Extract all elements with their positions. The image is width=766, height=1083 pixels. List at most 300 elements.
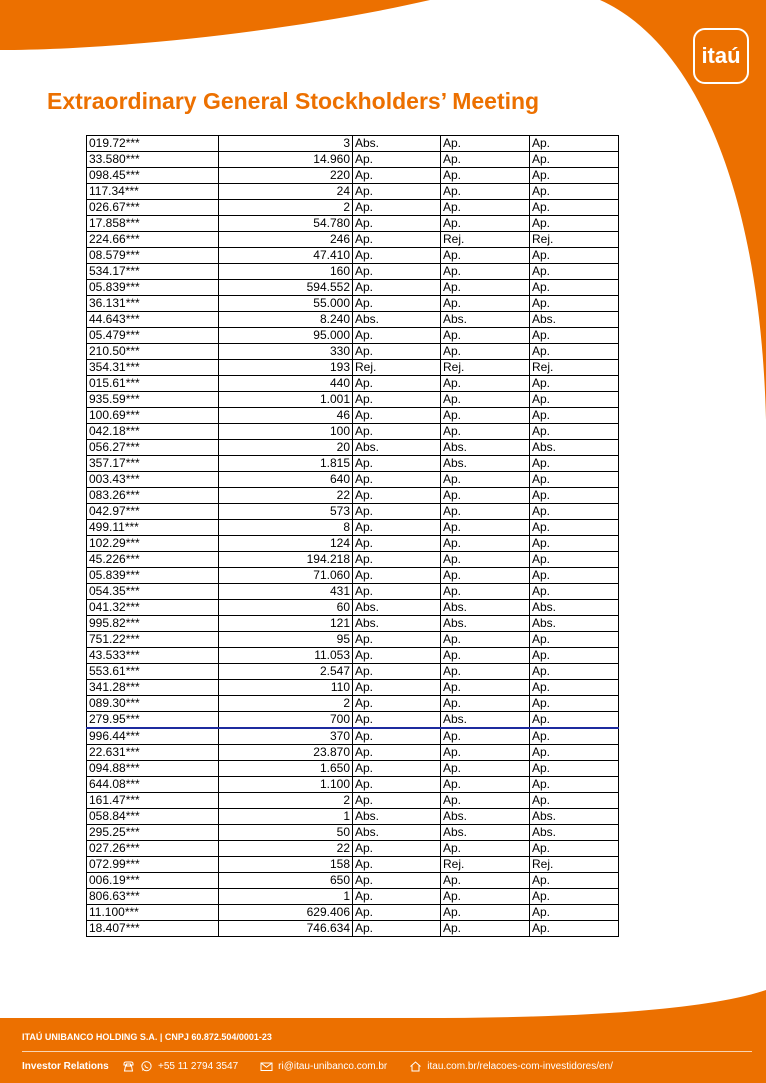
cell-id: 17.858*** [87, 216, 219, 232]
table-row [87, 696, 619, 712]
cell-shares: 158 [219, 857, 353, 873]
cell-shares: 95.000 [219, 328, 353, 344]
cell-vote-2: Ap. [441, 777, 530, 793]
table-row [87, 921, 619, 937]
cell-vote-1: Ap. [353, 696, 441, 712]
footer-phone[interactable] [122, 1060, 238, 1073]
cell-vote-2: Ap. [441, 344, 530, 360]
cell-shares: 23.870 [219, 745, 353, 761]
cell-id: 553.61*** [87, 664, 219, 680]
cell-id: 224.66*** [87, 232, 219, 248]
cell-shares: 3 [219, 136, 353, 152]
cell-vote-3: Ap. [530, 728, 619, 745]
cell-vote-2: Ap. [441, 632, 530, 648]
cell-id: 279.95*** [87, 712, 219, 729]
cell-id: 100.69*** [87, 408, 219, 424]
cell-vote-3: Ap. [530, 889, 619, 905]
table-row [87, 312, 619, 328]
cell-vote-3: Ap. [530, 536, 619, 552]
cell-shares: 47.410 [219, 248, 353, 264]
cell-vote-1: Ap. [353, 248, 441, 264]
cell-vote-2: Ap. [441, 536, 530, 552]
cell-vote-2: Ap. [441, 376, 530, 392]
cell-vote-2: Ap. [441, 168, 530, 184]
cell-id: 083.26*** [87, 488, 219, 504]
cell-vote-2: Ap. [441, 248, 530, 264]
cell-id: 042.18*** [87, 424, 219, 440]
cell-vote-3: Ap. [530, 488, 619, 504]
cell-vote-3: Rej. [530, 232, 619, 248]
cell-id: 003.43*** [87, 472, 219, 488]
table-row [87, 136, 619, 152]
cell-vote-3: Ap. [530, 376, 619, 392]
cell-vote-2: Ap. [441, 200, 530, 216]
cell-id: 751.22*** [87, 632, 219, 648]
cell-vote-1: Ap. [353, 632, 441, 648]
cell-shares: 160 [219, 264, 353, 280]
table-row [87, 616, 619, 632]
cell-id: 058.84*** [87, 809, 219, 825]
cell-vote-2: Ap. [441, 280, 530, 296]
cell-vote-1: Ap. [353, 344, 441, 360]
cell-vote-2: Abs. [441, 616, 530, 632]
cell-vote-3: Ap. [530, 264, 619, 280]
table-row [87, 825, 619, 841]
cell-id: 36.131*** [87, 296, 219, 312]
cell-vote-3: Abs. [530, 600, 619, 616]
table-row [87, 344, 619, 360]
cell-vote-1: Ap. [353, 841, 441, 857]
cell-vote-1: Abs. [353, 440, 441, 456]
cell-id: 098.45*** [87, 168, 219, 184]
cell-id: 295.25*** [87, 825, 219, 841]
cell-vote-3: Ap. [530, 408, 619, 424]
cell-vote-3: Ap. [530, 168, 619, 184]
cell-shares: 246 [219, 232, 353, 248]
cell-vote-2: Abs. [441, 825, 530, 841]
cell-id: 015.61*** [87, 376, 219, 392]
footer-website[interactable] [409, 1060, 613, 1073]
cell-vote-2: Rej. [441, 232, 530, 248]
cell-shares: 1 [219, 889, 353, 905]
table-row [87, 520, 619, 536]
footer-divider [22, 1051, 752, 1052]
cell-id: 117.34*** [87, 184, 219, 200]
table-row [87, 488, 619, 504]
cell-vote-3: Ap. [530, 921, 619, 937]
cell-vote-1: Ap. [353, 680, 441, 696]
cell-vote-1: Ap. [353, 745, 441, 761]
cell-vote-2: Ap. [441, 392, 530, 408]
cell-vote-3: Ap. [530, 552, 619, 568]
cell-vote-2: Ap. [441, 520, 530, 536]
cell-id: 210.50*** [87, 344, 219, 360]
table-row [87, 216, 619, 232]
cell-vote-3: Ap. [530, 200, 619, 216]
cell-vote-2: Abs. [441, 809, 530, 825]
table-row [87, 472, 619, 488]
cell-shares: 60 [219, 600, 353, 616]
cell-id: 45.226*** [87, 552, 219, 568]
cell-vote-1: Ap. [353, 280, 441, 296]
cell-vote-2: Abs. [441, 600, 530, 616]
cell-id: 056.27*** [87, 440, 219, 456]
cell-vote-1: Ap. [353, 328, 441, 344]
table-row [87, 857, 619, 873]
mail-icon [260, 1060, 273, 1073]
table-row [87, 232, 619, 248]
cell-vote-1: Ap. [353, 552, 441, 568]
cell-id: 33.580*** [87, 152, 219, 168]
cell-vote-2: Ap. [441, 216, 530, 232]
table-row [87, 632, 619, 648]
cell-shares: 1.650 [219, 761, 353, 777]
cell-id: 102.29*** [87, 536, 219, 552]
cell-vote-2: Ap. [441, 472, 530, 488]
cell-vote-2: Ap. [441, 424, 530, 440]
cell-vote-1: Ap. [353, 472, 441, 488]
cell-shares: 440 [219, 376, 353, 392]
cell-vote-2: Ap. [441, 152, 530, 168]
cell-vote-3: Ap. [530, 280, 619, 296]
cell-vote-2: Ap. [441, 488, 530, 504]
cell-vote-1: Abs. [353, 825, 441, 841]
cell-vote-3: Ap. [530, 680, 619, 696]
table-row [87, 648, 619, 664]
footer-email-text: ri@itau-unibanco.com.br [278, 1060, 388, 1072]
cell-shares: 100 [219, 424, 353, 440]
cell-vote-1: Ap. [353, 504, 441, 520]
cell-vote-3: Abs. [530, 616, 619, 632]
cell-id: 11.100*** [87, 905, 219, 921]
cell-id: 072.99*** [87, 857, 219, 873]
cell-vote-3: Ap. [530, 584, 619, 600]
cell-id: 534.17*** [87, 264, 219, 280]
cell-vote-1: Abs. [353, 616, 441, 632]
table-row [87, 552, 619, 568]
cell-vote-1: Ap. [353, 520, 441, 536]
cell-id: 026.67*** [87, 200, 219, 216]
cell-id: 05.479*** [87, 328, 219, 344]
cell-vote-2: Abs. [441, 312, 530, 328]
cell-shares: 14.960 [219, 152, 353, 168]
cell-vote-2: Ap. [441, 552, 530, 568]
cell-id: 18.407*** [87, 921, 219, 937]
cell-vote-2: Ap. [441, 264, 530, 280]
cell-id: 006.19*** [87, 873, 219, 889]
cell-shares: 22 [219, 841, 353, 857]
table-row [87, 168, 619, 184]
cell-vote-1: Ap. [353, 728, 441, 745]
cell-id: 089.30*** [87, 696, 219, 712]
votes-table-body [87, 136, 619, 937]
cell-vote-3: Ap. [530, 696, 619, 712]
table-row [87, 841, 619, 857]
cell-vote-2: Rej. [441, 360, 530, 376]
cell-shares: 46 [219, 408, 353, 424]
table-row [87, 664, 619, 680]
cell-vote-1: Ap. [353, 216, 441, 232]
footer-phone-text: +55 11 2794 3547 [158, 1060, 239, 1072]
cell-vote-3: Ap. [530, 761, 619, 777]
cell-vote-1: Ap. [353, 793, 441, 809]
cell-vote-3: Ap. [530, 136, 619, 152]
cell-vote-1: Ap. [353, 536, 441, 552]
cell-vote-2: Ap. [441, 328, 530, 344]
cell-id: 05.839*** [87, 568, 219, 584]
cell-shares: 193 [219, 360, 353, 376]
table-row [87, 680, 619, 696]
cell-vote-1: Ap. [353, 488, 441, 504]
cell-shares: 573 [219, 504, 353, 520]
cell-vote-1: Ap. [353, 921, 441, 937]
cell-vote-1: Abs. [353, 136, 441, 152]
cell-vote-1: Ap. [353, 392, 441, 408]
cell-vote-3: Ap. [530, 905, 619, 921]
cell-shares: 220 [219, 168, 353, 184]
cell-vote-1: Ap. [353, 584, 441, 600]
cell-vote-1: Ap. [353, 456, 441, 472]
cell-shares: 1.100 [219, 777, 353, 793]
table-row [87, 360, 619, 376]
table-row [87, 456, 619, 472]
cell-shares: 2 [219, 200, 353, 216]
cell-shares: 11.053 [219, 648, 353, 664]
table-row [87, 600, 619, 616]
cell-id: 995.82*** [87, 616, 219, 632]
cell-shares: 2.547 [219, 664, 353, 680]
table-row [87, 793, 619, 809]
cell-shares: 121 [219, 616, 353, 632]
cell-vote-3: Ap. [530, 504, 619, 520]
table-row [87, 248, 619, 264]
cell-vote-3: Ap. [530, 520, 619, 536]
cell-shares: 431 [219, 584, 353, 600]
table-row [87, 184, 619, 200]
cell-shares: 95 [219, 632, 353, 648]
cell-vote-1: Ap. [353, 648, 441, 664]
table-row [87, 905, 619, 921]
footer-bar [22, 1058, 752, 1074]
cell-id: 806.63*** [87, 889, 219, 905]
cell-vote-2: Rej. [441, 857, 530, 873]
cell-vote-1: Ap. [353, 905, 441, 921]
cell-vote-1: Ap. [353, 873, 441, 889]
table-row [87, 873, 619, 889]
cell-vote-3: Ap. [530, 184, 619, 200]
cell-vote-3: Ap. [530, 344, 619, 360]
cell-id: 027.26*** [87, 841, 219, 857]
cell-shares: 2 [219, 793, 353, 809]
cell-vote-2: Ap. [441, 905, 530, 921]
home-icon [409, 1060, 422, 1073]
cell-vote-3: Ap. [530, 841, 619, 857]
cell-vote-3: Rej. [530, 857, 619, 873]
cell-vote-1: Ap. [353, 568, 441, 584]
cell-shares: 1.815 [219, 456, 353, 472]
table-row [87, 392, 619, 408]
cell-vote-2: Ap. [441, 873, 530, 889]
cell-shares: 110 [219, 680, 353, 696]
table-row [87, 280, 619, 296]
page-title: Extraordinary General Stockholders’ Meeting [47, 88, 540, 114]
cell-shares: 330 [219, 344, 353, 360]
cell-vote-3: Ap. [530, 712, 619, 729]
cell-vote-1: Ap. [353, 152, 441, 168]
cell-shares: 650 [219, 873, 353, 889]
cell-vote-2: Ap. [441, 745, 530, 761]
cell-id: 22.631*** [87, 745, 219, 761]
cell-vote-1: Abs. [353, 809, 441, 825]
cell-shares: 700 [219, 712, 353, 729]
cell-id: 935.59*** [87, 392, 219, 408]
itau-logo: itaú [693, 28, 749, 84]
cell-vote-1: Abs. [353, 312, 441, 328]
phone-icon [122, 1060, 135, 1073]
cell-vote-3: Ap. [530, 632, 619, 648]
cell-vote-3: Ap. [530, 648, 619, 664]
cell-id: 05.839*** [87, 280, 219, 296]
cell-vote-2: Ap. [441, 664, 530, 680]
cell-vote-3: Ap. [530, 328, 619, 344]
table-row [87, 376, 619, 392]
cell-vote-2: Ap. [441, 793, 530, 809]
cell-shares: 8.240 [219, 312, 353, 328]
footer-email[interactable] [260, 1060, 387, 1073]
cell-id: 019.72*** [87, 136, 219, 152]
cell-shares: 640 [219, 472, 353, 488]
table-row [87, 200, 619, 216]
cell-vote-3: Abs. [530, 809, 619, 825]
cell-vote-2: Abs. [441, 456, 530, 472]
cell-vote-3: Ap. [530, 873, 619, 889]
cell-vote-1: Ap. [353, 184, 441, 200]
cell-vote-3: Rej. [530, 360, 619, 376]
cell-vote-2: Ap. [441, 761, 530, 777]
cell-id: 042.97*** [87, 504, 219, 520]
cell-vote-1: Ap. [353, 777, 441, 793]
cell-shares: 629.406 [219, 905, 353, 921]
table-row [87, 408, 619, 424]
table-row [87, 712, 619, 729]
table-row [87, 536, 619, 552]
cell-vote-1: Abs. [353, 600, 441, 616]
table-row [87, 504, 619, 520]
cell-vote-3: Ap. [530, 248, 619, 264]
table-row [87, 152, 619, 168]
footer-website-text: itau.com.br/relacoes-com-investidores/en/ [427, 1060, 613, 1072]
cell-id: 08.579*** [87, 248, 219, 264]
cell-id: 43.533*** [87, 648, 219, 664]
cell-id: 094.88*** [87, 761, 219, 777]
table-row [87, 889, 619, 905]
cell-id: 44.643*** [87, 312, 219, 328]
cell-shares: 24 [219, 184, 353, 200]
investor-relations-label: Investor Relations [22, 1060, 109, 1072]
cell-vote-2: Ap. [441, 728, 530, 745]
cell-id: 996.44*** [87, 728, 219, 745]
cell-id: 357.17*** [87, 456, 219, 472]
table-row [87, 328, 619, 344]
whatsapp-icon [140, 1060, 153, 1073]
table-row [87, 440, 619, 456]
cell-vote-1: Ap. [353, 168, 441, 184]
cell-shares: 54.780 [219, 216, 353, 232]
cell-vote-1: Ap. [353, 424, 441, 440]
cell-vote-3: Abs. [530, 312, 619, 328]
cell-vote-1: Ap. [353, 376, 441, 392]
cell-vote-1: Ap. [353, 232, 441, 248]
cell-id: 644.08*** [87, 777, 219, 793]
cell-shares: 1.001 [219, 392, 353, 408]
table-row [87, 568, 619, 584]
cell-vote-2: Ap. [441, 680, 530, 696]
cell-vote-3: Abs. [530, 440, 619, 456]
cell-vote-1: Ap. [353, 761, 441, 777]
cell-vote-2: Abs. [441, 440, 530, 456]
cell-vote-3: Ap. [530, 472, 619, 488]
cell-vote-1: Ap. [353, 857, 441, 873]
cell-vote-3: Ap. [530, 456, 619, 472]
cell-vote-2: Ap. [441, 696, 530, 712]
cell-vote-3: Ap. [530, 777, 619, 793]
cell-vote-1: Ap. [353, 664, 441, 680]
table-row [87, 761, 619, 777]
cell-vote-3: Ap. [530, 152, 619, 168]
cell-shares: 22 [219, 488, 353, 504]
cell-shares: 1 [219, 809, 353, 825]
table-row [87, 745, 619, 761]
cell-vote-3: Ap. [530, 568, 619, 584]
cell-vote-3: Ap. [530, 424, 619, 440]
cell-shares: 194.218 [219, 552, 353, 568]
cell-id: 041.32*** [87, 600, 219, 616]
table-row [87, 584, 619, 600]
cell-vote-3: Ap. [530, 392, 619, 408]
cell-shares: 71.060 [219, 568, 353, 584]
cell-id: 161.47*** [87, 793, 219, 809]
table-row [87, 424, 619, 440]
votes-table [86, 135, 619, 937]
cell-vote-1: Ap. [353, 264, 441, 280]
cell-vote-2: Ap. [441, 568, 530, 584]
cell-vote-2: Ap. [441, 504, 530, 520]
cell-vote-2: Ap. [441, 584, 530, 600]
cell-vote-1: Ap. [353, 408, 441, 424]
cell-id: 499.11*** [87, 520, 219, 536]
cell-shares: 2 [219, 696, 353, 712]
cell-vote-3: Ap. [530, 664, 619, 680]
cell-shares: 20 [219, 440, 353, 456]
cell-vote-2: Ap. [441, 889, 530, 905]
table-row [87, 777, 619, 793]
cell-vote-3: Ap. [530, 216, 619, 232]
table-row [87, 264, 619, 280]
cell-vote-2: Ap. [441, 408, 530, 424]
cell-vote-3: Ap. [530, 793, 619, 809]
cell-vote-1: Ap. [353, 889, 441, 905]
cell-vote-2: Ap. [441, 184, 530, 200]
cell-shares: 8 [219, 520, 353, 536]
cell-shares: 594.552 [219, 280, 353, 296]
cell-id: 054.35*** [87, 584, 219, 600]
table-row [87, 296, 619, 312]
cell-vote-2: Abs. [441, 712, 530, 729]
table-row [87, 728, 619, 745]
cell-vote-3: Ap. [530, 296, 619, 312]
cell-shares: 746.634 [219, 921, 353, 937]
cell-id: 341.28*** [87, 680, 219, 696]
